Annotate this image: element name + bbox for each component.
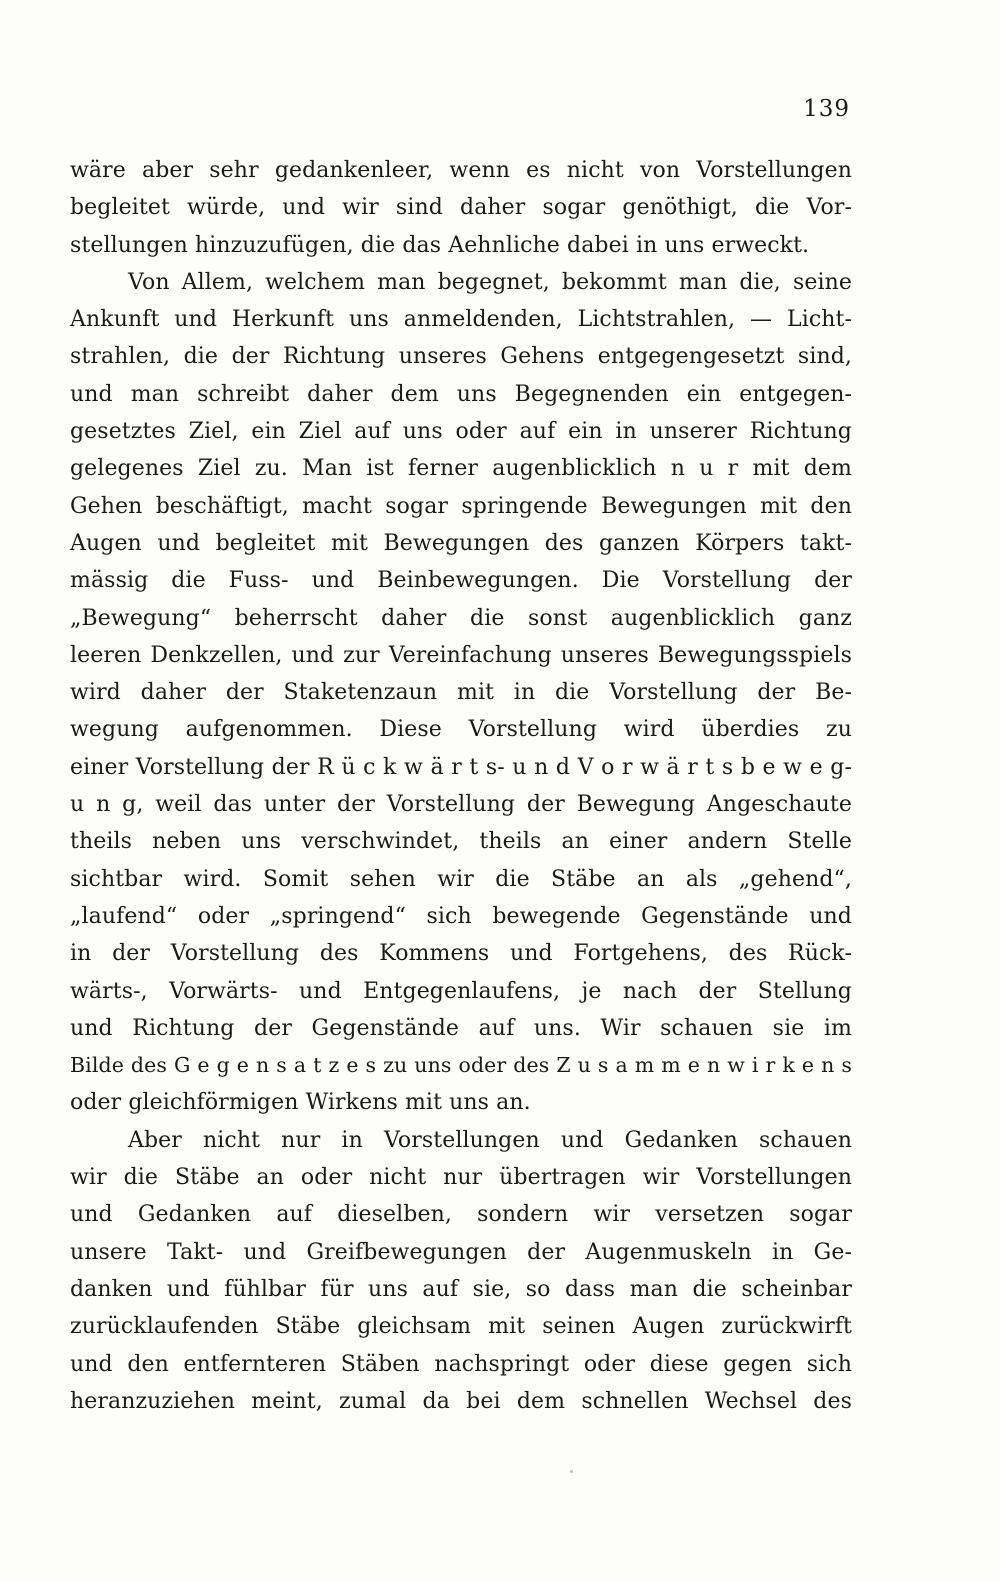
text-line: strahlen, die der Richtung unseres Gehens entgegengesetzt sind, (70, 344, 852, 370)
body-text (70, 152, 852, 1420)
text-line: Augen und begleitet mit Bewegungen des ganzen Körpers takt- (70, 530, 852, 556)
paper-speck (570, 1470, 573, 1473)
text-line: einer Vorstellung der R ü c k w ä r t s- u n d V o r w ä r t s b e w e g- (70, 754, 852, 780)
text-line: begleitet würde, und wir sind daher sogar genöthigt, die Vor- (70, 195, 852, 221)
text-line: in der Vorstellung des Kommens und Fortgehens, des Rück- (70, 941, 852, 967)
text-line: sichtbar wird. Somit sehen wir die Stäbe an als „gehend“, (70, 866, 852, 892)
text-line: und man schreibt daher dem uns Begegnenden ein entgegen- (70, 381, 852, 407)
page-number: 139 (803, 96, 850, 122)
text-line: wärts-, Vorwärts- und Entgegenlaufens, je nach der Stellung (70, 978, 852, 1004)
text-line: und den entfernteren Stäben nachspringt oder diese gegen sich (70, 1351, 852, 1377)
text-line: gelegenes Ziel zu. Man ist ferner augenblicklich n u r mit dem (70, 456, 852, 482)
text-line: Gehen beschäftigt, macht sogar springende Bewegungen mit den (70, 493, 852, 519)
text-line: unsere Takt- und Greifbewegungen der Augenmuskeln in Ge- (70, 1239, 852, 1265)
text-line: „Bewegung“ beherrscht daher die sonst augenblicklich ganz (70, 605, 852, 631)
text-line: wird daher der Staketenzaun mit in die Vorstellung der Be- (70, 680, 852, 706)
text-line: stellungen hinzuzufügen, die das Aehnliche dabei in uns erweckt. (70, 232, 810, 258)
text-line: heranzuziehen meint, zumal da bei dem schnellen Wechsel des (70, 1388, 852, 1414)
text-line: Bilde des G e g e n s a t z e s zu uns oder des Z u s a m m e n w i r k e n s (70, 1053, 852, 1078)
text-line: Aber nicht nur in Vorstellungen und Gedanken schauen (128, 1127, 852, 1153)
text-line: Von Allem, welchem man begegnet, bekommt man die, seine (128, 269, 852, 295)
text-line: wegung aufgenommen. Diese Vorstellung wird überdies zu (70, 717, 852, 743)
text-line: Ankunft und Herkunft uns anmeldenden, Lichtstrahlen, — Licht- (70, 307, 852, 333)
text-line: wir die Stäbe an oder nicht nur übertragen wir Vorstellungen (70, 1165, 852, 1191)
text-line: gesetztes Ziel, ein Ziel auf uns oder auf ein in unserer Richtung (70, 419, 852, 445)
text-line: und Richtung der Gegenstände auf uns. Wir schauen sie im (70, 1015, 852, 1041)
text-line: wäre aber sehr gedankenleer, wenn es nicht von Vorstellungen (70, 158, 852, 183)
text-line: theils neben uns verschwindet, theils an einer andern Stelle (70, 829, 852, 855)
text-line: „laufend“ oder „springend“ sich bewegende Gegenstände und (70, 903, 852, 929)
text-line: oder gleichförmigen Wirkens mit uns an. (70, 1090, 531, 1116)
text-line: mässig die Fuss- und Beinbewegungen. Die Vorstellung der (70, 568, 852, 594)
text-line: u n g, weil das unter der Vorstellung der Bewegung Angeschaute (70, 792, 852, 818)
text-line: zurücklaufenden Stäbe gleichsam mit seinen Augen zurückwirft (70, 1314, 852, 1340)
text-line: und Gedanken auf dieselben, sondern wir versetzen sogar (70, 1202, 852, 1228)
text-line: danken und fühlbar für uns auf sie, so dass man die scheinbar (70, 1276, 852, 1302)
text-line: leeren Denkzellen, und zur Vereinfachung unseres Bewegungsspiels (70, 642, 852, 668)
